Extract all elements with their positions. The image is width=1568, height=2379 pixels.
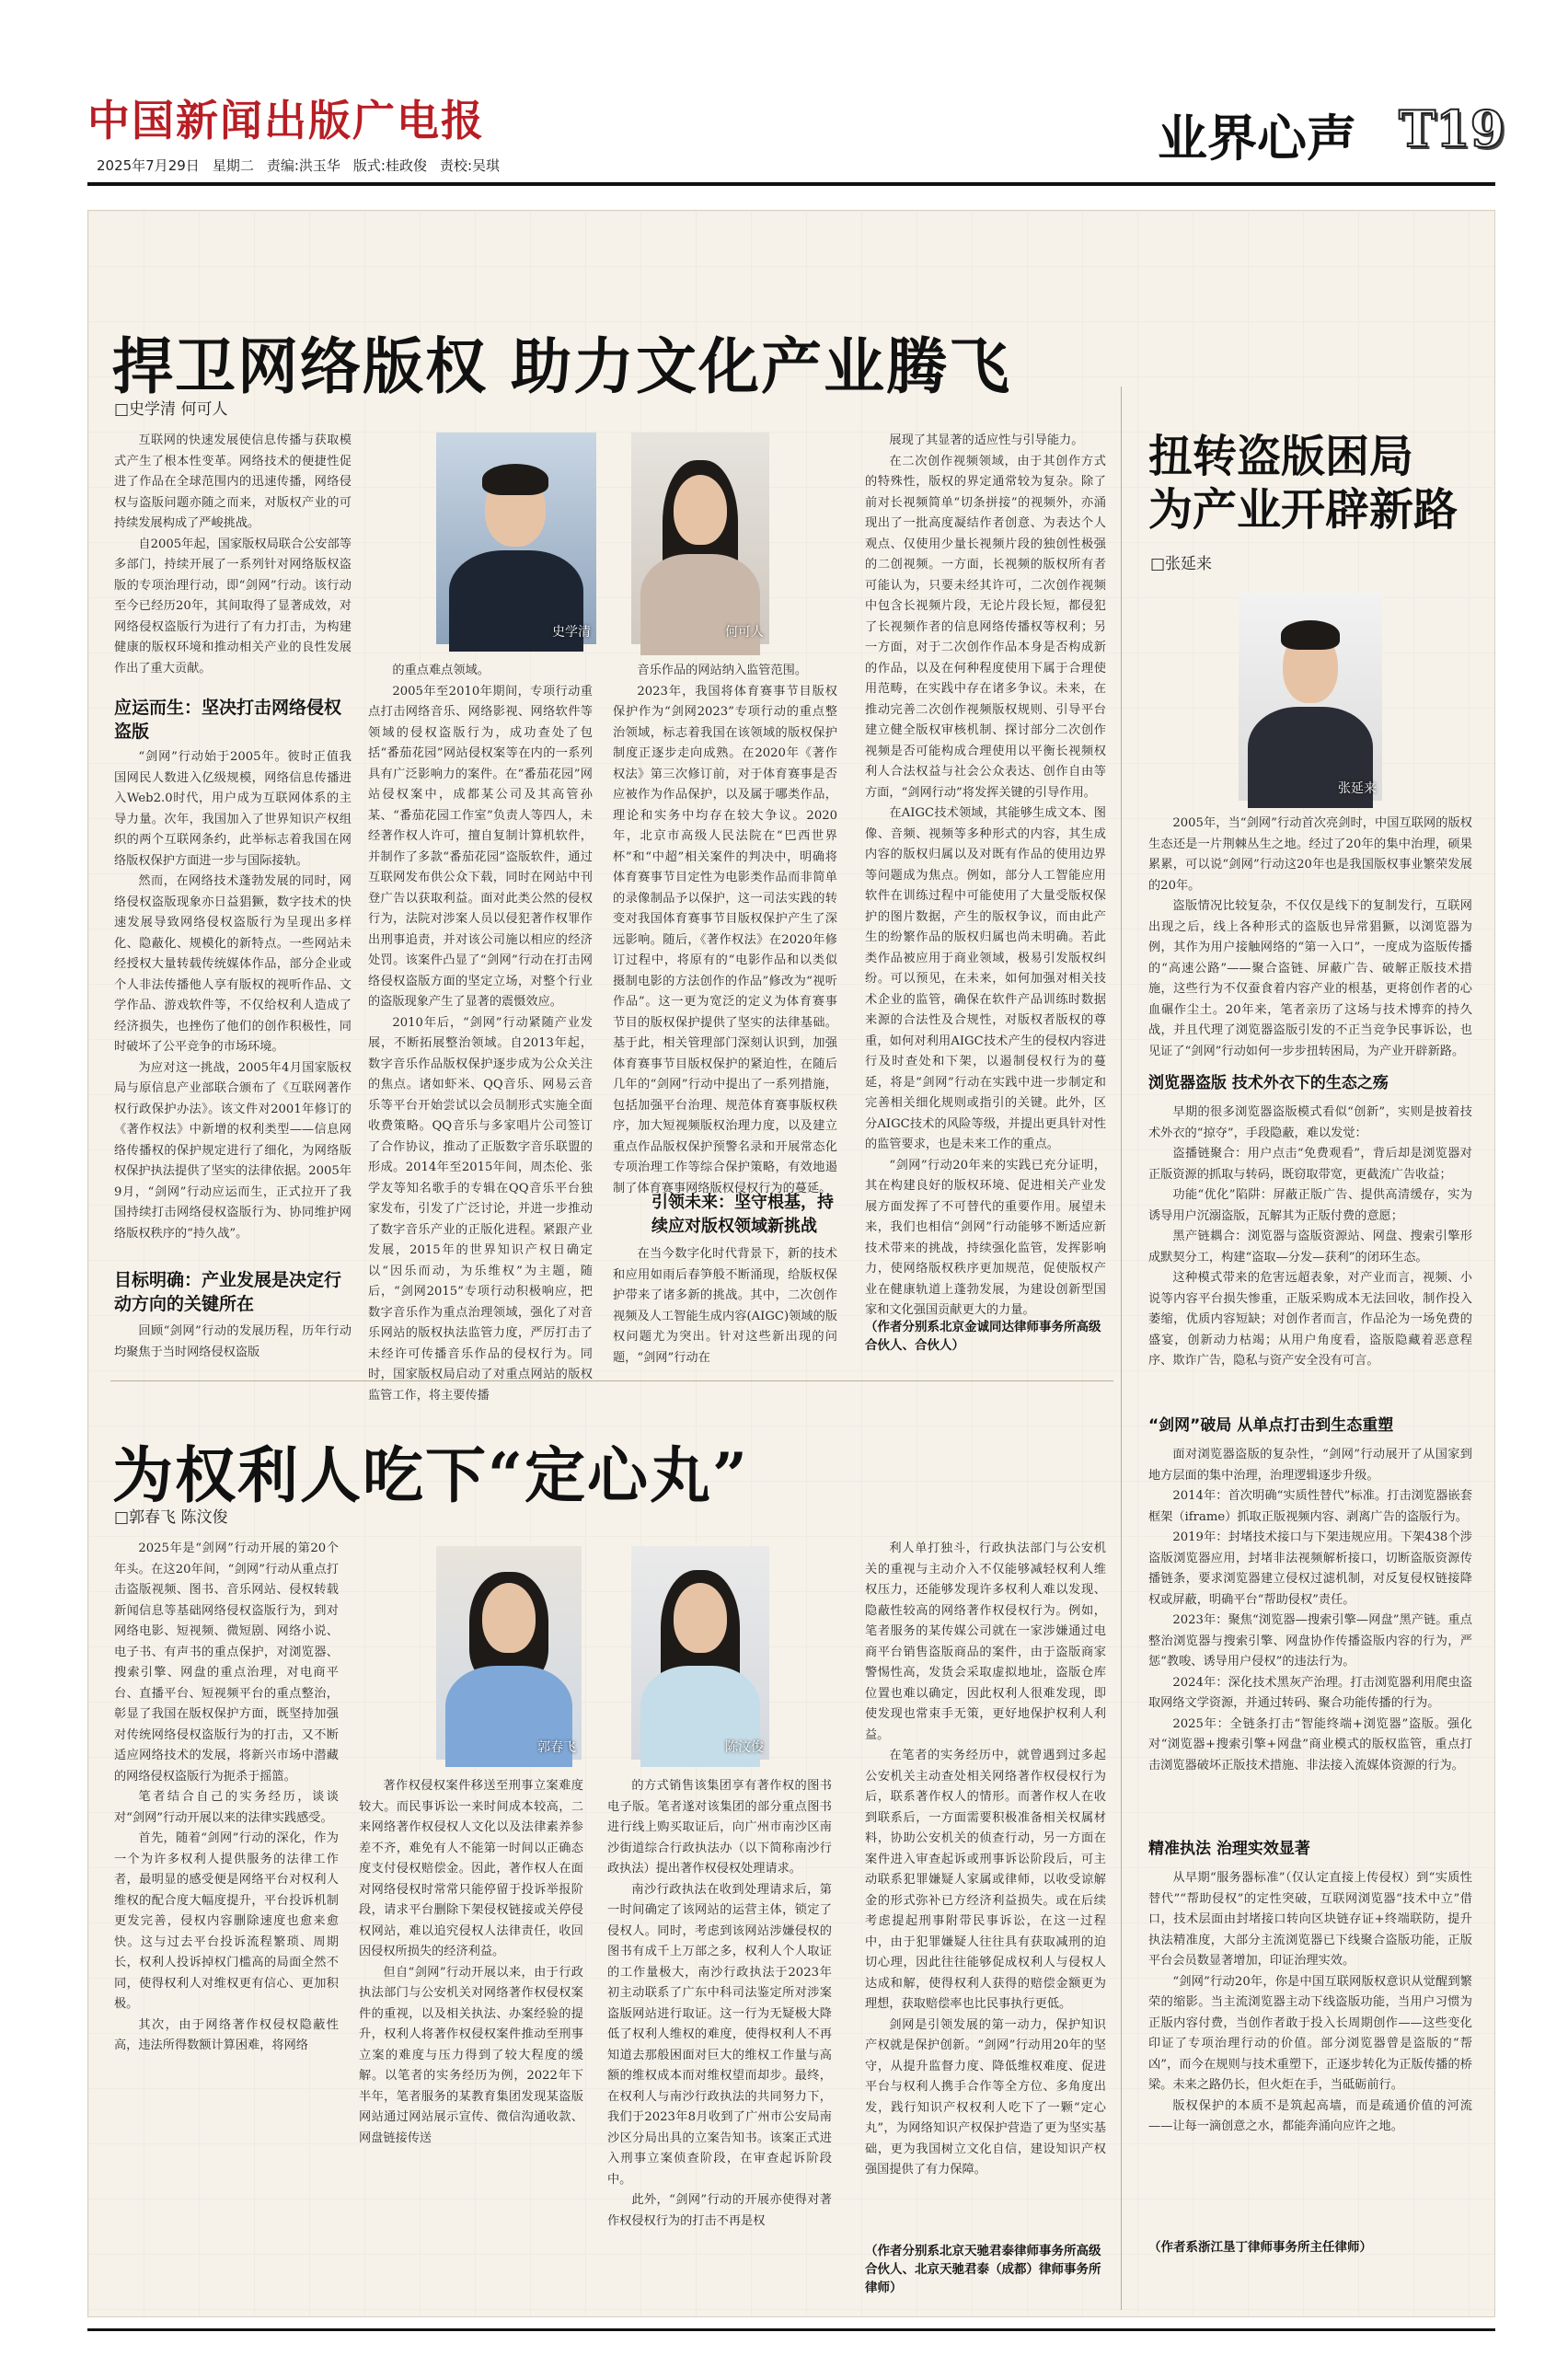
paragraph: 著作权侵权案件移送至刑事立案难度较大。而民事诉讼一来时间成本较高，二来网络著作权侵权人文化以及法律素养参差不齐，难免有人不能第一时间以正确态度支付侵权赔偿金。因此，著作权人在面对网络侵权时常常只能停留于投诉举报阶段，请求平台删除下架侵权链接或关停侵权网站，难以追究侵权人法律责任，收回因侵权所损失的经济利益。 bbox=[359, 1779, 583, 1958]
paragraph: 互联网的快速发展使信息传播与获取模式产生了根本性变革。网络技术的便捷性促进了作品在全球范围内的迅速传播，网络侵权与盗版问题亦随之而来，对版权产业的可持续发展构成了严峻挑战。 bbox=[114, 433, 352, 530]
article3-title-line1: 扭转盗版困局 bbox=[1148, 431, 1414, 482]
issue-meta bbox=[97, 153, 686, 177]
paragraph: 盗播链聚合：用户点击“免费观看”，背后却是浏览器对正版资源的抓取与转码，既窃取带宽，更截流广告收益； bbox=[1148, 1147, 1472, 1182]
paragraph: 然而，在网络技术蓬勃发展的同时，网络侵权盗版现象亦日益猖獗，数字技术的快速发展导致网络侵权盗版行为呈现出多样化、隐蔽化、规模化的新特点。一些网站未经授权大量转载传统媒体作品，部分企业或个人非法传播他人享有版权的视听作品、文学作品、游戏软件等，不仅给权利人造成了经济损失，也挫伤了他们的创作积极性，同时破坏了公平竞争的市场环境。 bbox=[114, 874, 352, 1054]
article3-subhead2: “剑网”破局 从单点打击到生态重塑 bbox=[1148, 1416, 1394, 1435]
paragraph: “剑网”行动20年来的实践已充分证明，其在构建良好的版权环境、促进相关产业发展方面发挥了不可替代的重要作用。展望未来，我们也相信“剑网”行动能够不断适应新技术带来的挑战，持续强化监管，发挥影响力，使网络版权秩序更加规范，促使版权产业在健康轨道上蓬勃发展，为建设创新型国家和文化强国贡献更大的力量。 bbox=[865, 1158, 1106, 1317]
author-photo-guo bbox=[436, 1546, 582, 1760]
paragraph: 2010年后，“剑网”行动紧随产业发展，不断拓展整治领域。自2013年起，数字音乐作品版权保护逐步成为公众关注的焦点。诸如虾米、QQ音乐、网易云音乐等平台开始尝试以会员制形式实施全面收费策略。QQ音乐与多家唱片公司签订了合作协议，推动了正版数字音乐联盟的形成。2014年至2015年间，周杰伦、张学友等知名歌手的专辑在QQ音乐平台独家发布，引发了广泛讨论，并进一步推动了数字音乐产业的正版化进程。紧跟产业发展，2015年的世界知识产权日确定以“因乐而动，为乐维权”为主题，随后，“剑网2015”专项行动积极响应，把数字音乐作为重点治理领域，强化了对音乐网站的版权执法监管力度，严厉打击了未经许可传播音乐作品的侵权行为。同时，国家版权局启动了对重点网站的版权监管工作，将主要传播 bbox=[368, 1015, 593, 1403]
article3-title-line2: 为产业开辟新路 bbox=[1148, 484, 1458, 536]
article3-subhead1: 浏览器盗版 技术外衣下的生态之殇 bbox=[1148, 1074, 1389, 1092]
paragraph: 自2005年起，国家版权局联合公安部等多部门，持续开展了一系列针对网络版权盗版的专项治理行动，即“剑网”行动。该行动至今已经历20年，其间取得了显著成效，对网络侵权盗版行为进行了有力打击，为构建健康的版权环境和推动相关产业的良性发展作出了重大贡献。 bbox=[114, 537, 352, 676]
paragraph: 在AIGC技术领域，其能够生成文本、图像、音频、视频等多种形式的内容，其生成内容的版权归属以及对既有作品的使用边界等问题成为焦点。例如，部分人工智能应用软件在训练过程中可能使用了大量受版权保护的图片数据，产生的版权争议，而由此产生的纷繁作品的版权归属也尚未明确。若此类作品被应用于商业领域，极易引发版权纠纷。可以预见，在未来，如何加强对相关技术企业的监管，确保在软件产品训练时数据来源的合法性及合规性，对版权者版权的尊重，如何对利用AIGC技术产生的侵权内容进行及时查处和下架，以遏制侵权行为的蔓延，将是“剑网”行动在实践中进一步制定和完善相关细化规则或指引的关键。此外，区分AIGC技术的风险等级，并提出更具针对性的监管要求，也是未来工作的重点。 bbox=[865, 806, 1106, 1151]
photo-caption: 郭春飞 bbox=[537, 1740, 576, 1755]
footer-rule bbox=[87, 2328, 1495, 2331]
article2-column2 bbox=[359, 1776, 583, 2292]
paragraph: 2014年：首次明确“实质性替代”标准。打击浏览器嵌套框架（iframe）抓取正版视频内容、剥离广告的盗版行为。 bbox=[1148, 1489, 1472, 1524]
article1-column3a bbox=[613, 661, 837, 1195]
article1-subhead3: 引领未来：坚守根基，持续应对版权领域新挑战 bbox=[651, 1193, 834, 1236]
article3-column-d bbox=[1148, 1868, 1472, 2236]
paragraph: 为应对这一挑战，2005年4月国家版权局与原信息产业部联合颁布了《互联网著作权行政保护办法》。该文件对2001年修订的《著作权法》中新增的权利类型——信息网络传播权的保护规定进行了细化，为网络版权保护执法提供了坚实的法律依据。2005年9月，“剑网”行动应运而生，正式拉开了我国持续打击网络侵权盗版行为、协同维护网络版权秩序的“持久战”。 bbox=[114, 1060, 352, 1241]
paragraph: 利人单打独斗，行政执法部门与公安机关的重视与主动介入不仅能够减轻权利人维权压力，还能够发现许多权利人难以发现、隐蔽性较高的网络著作权侵权行为。例如，笔者服务的某传媒公司就在一家涉嫌通过电商平台销售盗版商品的案件，由于盗版商家警惕性高，发货会采取虚拟地址，盗版仓库位置也难以确定，因此权利人很难发现，即使发现也常束手无策，更好地保护权利人利益。 bbox=[865, 1542, 1106, 1742]
article1-subhead1: 应运而生：坚决打击网络侵权盗版 bbox=[114, 698, 342, 742]
photo-caption: 史学清 bbox=[552, 625, 591, 640]
article3-column-c bbox=[1148, 1445, 1472, 1828]
paragraph: “剑网”行动20年，你是中国互联网版权意识从觉醒到繁荣的缩影。当主流浏览器主动下线盗版功能，当用户习惯为正版内容付费，当创作者敢于投入长周期创作——这些变化印证了专项治理行动的价值。部分浏览器曾是盗版的“帮凶”，而今在规则与技术重塑下，正逐步转化为正版传播的桥梁。未来之路仍长，但火炬在手，当砥砺前行。 bbox=[1148, 1974, 1472, 2092]
paragraph: 但自“剑网”行动开展以来，由于行政执法部门与公安机关对网络著作权侵权案件的重视，以及相关执法、办案经验的提升，权利人将著作权侵权案件推动至刑事立案的难度与压力得到了较大程度的缓解。以笔者的实务经历为例，2022年下半年，笔者服务的某教育集团发现某盗版网站通过网站展示宣传、微信沟通收款、网盘链接传送 bbox=[359, 1965, 583, 2145]
paragraph: 笔者结合自己的实务经历，谈谈对“剑网”行动开展以来的法律实践感受。 bbox=[114, 1790, 339, 1825]
article3-byline: □张延来 bbox=[1150, 555, 1213, 573]
newspaper-masthead: 中国新闻出版广电报 bbox=[87, 96, 485, 145]
paragraph: 2005年，当“剑网”行动首次亮剑时，中国互联网的版权生态还是一片荆棘丛生之地。经过了20年的集中治理，硕果累累，可以说“剑网”行动这20年也是我国版权事业繁荣发展的20年。 bbox=[1148, 816, 1472, 893]
article1-column1c bbox=[114, 1322, 352, 1364]
header-rule bbox=[87, 182, 1495, 186]
paragraph: 在当今数字化时代背景下，新的技术和应用如雨后春笋般不断涌现，给版权保护带来了诸多新的挑战。其中，二次创作视频及人工智能生成内容(AIGC)领域的版权问题尤为突出。针对这些新出现的问题，“剑网”行动在 bbox=[613, 1247, 837, 1365]
paragraph: 南沙行政执法在收到处理请求后，第一时间确定了该网站的运营主体，锁定了侵权人。同时，考虑到该网站涉嫌侵权的图书有成千上万部之多，权利人个人取证的工作量极大，南沙行政执法于2023年初主动联系了广东中科司法鉴定所对涉案盗版网站进行取证。这一行为无疑极大降低了权利人维权的难度，使得权利人不再知道去那般困面对巨大的维权工作量与高额的维权成本而对维权望而却步。最终，在权利人与南沙行政执法的共同努力下，我们于2023年8月收到了广州市公安局南沙区分局出具的立案告知书。该案正式进入刑事立案侦查阶段，在审查起诉阶段中。 bbox=[607, 1882, 832, 2187]
paragraph: 音乐作品的网站纳入监管范围。 bbox=[637, 664, 808, 677]
article1-subhead2: 目标明确：产业发展是决定行动方向的关键所在 bbox=[114, 1270, 342, 1314]
issue-layout: 版式:桂政俊 bbox=[352, 156, 427, 174]
article1-column3b bbox=[613, 1244, 837, 1369]
paragraph: 2023年：聚焦“浏览器—搜索引擎—网盘”黑产链。重点整治浏览器与搜索引擎、网盘协作传播盗版内容的行为，严惩“教唆、诱导用户侵权”的违法行为。 bbox=[1148, 1613, 1472, 1669]
article-divider bbox=[110, 1380, 1113, 1381]
paragraph: 面对浏览器盗版的复杂性，“剑网”行动展开了从国家到地方层面的集中治理，治理逻辑逐步升级。 bbox=[1148, 1448, 1472, 1483]
paragraph: 黑产链耦合：浏览器与盗版资源站、网盘、搜索引擎形成默契分工，构建“盗取—分发—获利”的闭环生态。 bbox=[1148, 1230, 1472, 1265]
article1-column1b bbox=[114, 747, 352, 1265]
author-photo-chen bbox=[631, 1546, 769, 1760]
article1-title: 捍卫网络版权 助力文化产业腾飞 bbox=[112, 330, 1011, 402]
paragraph: 从早期“服务器标准”（仅认定直接上传侵权）到“实质性替代”“帮助侵权”的定性突破，互联网浏览器“技术中立”借口，技术层面由封堵接口转向区块链存证+终端联防，提升执法精准度，大部分主流浏览器已下线聚合盗版功能，正版平台会员数显著增加，印证治理实效。 bbox=[1148, 1871, 1472, 1968]
article3-author-note: （作者系浙江垦丁律师事务所主任律师） bbox=[1148, 2240, 1372, 2255]
paragraph: 展现了其显著的适应性与引导能力。 bbox=[889, 433, 1084, 447]
paragraph: 在二次创作视频领域，由于其创作方式的特殊性，版权的界定通常较为复杂。除了前对长视频简单“切条拼接”的视频外，亦涌现出了一批高度凝结作者创意、为表达个人观点、仅使用少量长视频片段的独创性极强的二创视频。一方面，长视频的版权所有者可能认为，只要未经其许可，二次创作视频中包含长视频片段，无论片段长短，都侵犯了长视频作者的信息网络传播权等权利；另一方面，对于二次创作作品本身是否构成新的作品，以及在何种程度使用下属于合理使用范畴，在实践中存在诸多争议。未来，在推动完善二次创作视频版权规则、引导平台建立健全版权审核机制、探讨部分二次创作视频是否可能构成合理使用以平衡长视频权利人合法权益与社会公众表达、创作自由等方面，“剑网行动”将发挥关键的引导作用。 bbox=[865, 454, 1106, 800]
photo-caption: 陈汶俊 bbox=[725, 1740, 764, 1755]
column-divider bbox=[1121, 387, 1122, 2310]
page-number: T19 bbox=[1399, 99, 1505, 158]
paragraph: 在笔者的实务经历中，就曾遇到过多起公安机关主动查处相关网络著作权侵权行为后，联系著作权人的情形。而著作权人在收到联系后，一方面需要积极准备相关权属材料，协助公安机关的侦查行动，另一方面在案件进入审查起诉或刑事诉讼阶段后，可主动联系犯罪嫌疑人家属或律师，以收受谅解金的形式弥补已方经济利益损失。或在后续考虑提起刑事附带民事诉讼，在这一过程中，由于犯罪嫌疑人往往具有获取减刑的迫切心理，因此往往能够促成权利人与侵权人达成和解，使得权利人获得的赔偿金额更为理想，获取赔偿率也比民事执行更低。 bbox=[865, 1749, 1106, 2011]
article2-title: 为权利人吃下“定心丸” bbox=[112, 1439, 749, 1511]
author-photo-he bbox=[631, 433, 769, 644]
author-photo-shi bbox=[436, 433, 596, 644]
photo-caption: 张延来 bbox=[1338, 781, 1377, 796]
issue-weekday: 星期二 bbox=[212, 156, 254, 174]
article1-column2 bbox=[368, 661, 593, 1403]
paragraph: 2025年：全链条打击“智能终端+浏览器”盗版。强化对“浏览器+搜索引擎+网盘”商业模式的版权监管，重点打击浏览器破坏正版技术措施、非法接入流媒体资源的行为。 bbox=[1148, 1716, 1472, 1773]
article3-column-a bbox=[1148, 814, 1472, 1068]
article1-column1a bbox=[114, 431, 352, 694]
paragraph: 2019年：封堵技术接口与下架违规应用。下架438个涉盗版浏览器应用，封堵非法视频解析接口，切断盗版资源传播链条，要求浏览器建立侵权过滤机制，对反复侵权链接降权或屏蔽，明确平台“帮助侵权”责任。 bbox=[1148, 1530, 1472, 1607]
article1-column4 bbox=[865, 431, 1106, 1317]
issue-proof: 责校:吴琪 bbox=[439, 156, 501, 174]
issue-editor: 责编:洪玉华 bbox=[266, 156, 340, 174]
paragraph: 回顾“剑网”行动的发展历程，历年行动均聚焦于当时网络侵权盗版 bbox=[114, 1324, 352, 1359]
article3-column-b bbox=[1148, 1103, 1472, 1406]
paragraph: 的重点难点领域。 bbox=[392, 664, 490, 677]
paragraph: 首先，随着“剑网”行动的深化，作为一个为许多权利人提供服务的法律工作者，最明显的感受便是网络平台对权利人维权的配合度大幅度提升，平台投诉机制更发完善，侵权内容删除速度也愈来愈快。这与过去平台投诉流程繁琐、周期长，权利人投诉掉权门槛高的局面全然不同，使得权利人对维权更有信心、更加积极。 bbox=[114, 1831, 339, 2011]
paragraph: 2023年，我国将体育赛事节目版权保护作为“剑网2023”专项行动的重点整治领域，标志着我国在该领域的版权保护制度正逐步走向成熟。在2020年《著作权法》第三次修订前，对于体育赛事是否应被作为作品保护，以及属于哪类作品，理论和实务中均存在较大争议。2020年，北京市高级人民法院在“巴西世界杯”和“中超”相关案件的判决中，明确将体育赛事节目定性为电影类作品而非简单的录像制品予以保护，这一司法实践的转变对我国体育赛事节目版权保护产生了深远影响。随后，《著作权法》在2020年修订过程中，将原有的“电影作品和以类似摄制电影的方法创作的作品”修改为“视听作品”。这一更为宽泛的定义为体育赛事节目的版权保护提供了坚实的法律基础。基于此，相关管理部门深刻认识到，加强体育赛事节目版权保护的紧迫性，在随后几年的“剑网”行动中提出了一系列措施，包括加强平台治理、规范体育赛事版权秩序，加大短视频版权治理力度，以及建立重点作品版权保护预警名录和开展常态化专项治理工作等综合保护策略，有效地遏制了体育赛事网络版权侵权行为的蔓延。 bbox=[613, 684, 837, 1195]
paragraph: 2025年是“剑网”行动开展的第20个年头。在这20年间，“剑网”行动从重点打击盗版视频、图书、音乐网站、侵权转载新闻信息等基础网络侵权盗版行为，到对网络电影、短视频、微短剧、网络小说、电子书、有声书的重点保护，对浏览器、搜索引擎、网盘的重点治理，对电商平台、直播平台、短视频平台的重点整治，彰显了我国在版权保护方面，既坚持加强对传统网络侵权盗版行为的打击，又不断适应网络技术的发展，将新兴市场中潜藏的网络侵权盗版行为扼杀于摇篮。 bbox=[114, 1542, 339, 1784]
paragraph: 版权保护的本质不是筑起高墙，而是疏通价值的河流——让每一滴创意之水，都能奔涌向应许之地。 bbox=[1148, 2098, 1472, 2133]
article3-subhead3: 精准执法 治理实效显著 bbox=[1148, 1840, 1310, 1858]
article2-byline: □郭春飞 陈汶俊 bbox=[114, 1508, 228, 1527]
section-title: 业界心声 bbox=[1158, 109, 1356, 167]
paragraph: 早期的很多浏览器盗版模式看似“创新”，实则是披着技术外衣的“掠夺”，手段隐蔽，难以发觉： bbox=[1148, 1105, 1472, 1140]
article2-author-note: （作者分别系北京天驰君泰律师事务所高级合伙人、北京天驰君泰（成都）律师事务所律师） bbox=[865, 2244, 1101, 2295]
article1-byline: □史学清 何可人 bbox=[114, 400, 228, 419]
issue-date: 2025年7月29日 bbox=[97, 156, 200, 174]
paragraph: 2024年：深化技术黑灰产治理。打击浏览器利用爬虫盗取网络文学资源，并通过转码、聚合功能传播的行为。 bbox=[1148, 1675, 1472, 1710]
article1-author-note: （作者分别系北京金诚同达律师事务所高级合伙人、合伙人） bbox=[865, 1320, 1101, 1353]
paragraph: 其次，由于网络著作权侵权隐蔽性高，违法所得数额计算困难，将网络 bbox=[114, 2017, 339, 2052]
author-photo-zhang bbox=[1239, 593, 1382, 801]
article2-column3 bbox=[607, 1776, 832, 2292]
paragraph: 的方式销售该集团享有著作权的图书电子版。笔者遂对该集团的部分重点图书进行线上购买取证后，向广州市南沙区南沙街道综合行政执法办（以下简称南沙行政执法）提出著作权侵权处理请求。 bbox=[607, 1779, 832, 1876]
paragraph: 功能“优化”陷阱：屏蔽正版广告、提供高清缓存，实为诱导用户沉溺盗版，瓦解其为正版付费的意愿； bbox=[1148, 1188, 1472, 1223]
paragraph: 这种模式带来的危害远超表象，对产业而言，视频、小说等内容平台损失惨重，正版采购成本无法回收，制作投入萎缩，优质内容短缺；对创作者而言，作品沦为一场免费的盛宴，创新动力枯竭；从用户角度看，盗版隐藏着恶意程序、欺诈广告，隐私与资产安全没有可言。 bbox=[1148, 1271, 1472, 1368]
paragraph: 剑网是引领发展的第一动力，保护知识产权就是保护创新。“剑网”行动用20年的坚守，从提升监督力度、降低维权难度、促进平台与权利人携手合作等全方位、多角度出发，践行知识产权权利人吃下了一颗“定心丸”，为网络知识产权保护营造了更为坚实基础，更为我国树立文化自信，建设知识产权强国提供了有力保障。 bbox=[865, 2017, 1106, 2177]
paragraph: 2005年至2010年期间，专项行动重点打击网络音乐、网络影视、网络软件等领域的侵权盗版行为，成功查处了包括“番茄花园”网站侵权案等在内的一系列具有广泛影响力的案件。在“番茄花园”网站侵权案中，成都某公司及其高管孙某、“番茄花园工作室”负责人等四人，未经著作权人许可，擅自复制计算机软件，并制作了多款“番茄花园”盗版软件，通过互联网发布供公众下载，同时在网站中刊登广告以获取利益。面对此类公然的侵权行为，法院对涉案人员以侵犯著作权罪作出刑事追责，并对该公司施以相应的经济处罚。该案件凸显了“剑网”行动在打击网络侵权盗版方面的坚定立场，对整个行业的盗版现象产生了显著的震慑效应。 bbox=[368, 684, 593, 1009]
paragraph: “剑网”行动始于2005年。彼时正值我国网民人数进入亿级规模，网络信息传播进入Web2.0时代，用户成为互联网体系的主导力量。次年，我国加入了世界知识产权组织的两个互联网条约，此举标志着我国在网络版权保护方面进一步与国际接轨。 bbox=[114, 750, 352, 868]
article2-column1 bbox=[114, 1539, 339, 2286]
photo-caption: 何可人 bbox=[725, 625, 764, 640]
paragraph: 盗版情况比较复杂，不仅仅是线下的复制发行，互联网出现之后，线上各种形式的盗版也异常猖獗，以浏览器为例，其作为用户接触网络的“第一入口”，一度成为盗版传播的“高速公路”——聚合盗链、屏蔽广告、破解正版技术措施，这些行为不仅蚕食着内容产业的根基，更将创作者的心血碾作尘土。20年来，笔者亲历了这场与技术博弈的持久战，并且代理了浏览器盗版引发的不正当竞争民事诉讼，也见证了“剑网”行动如何一步步扭转困局，为产业开辟新路。 bbox=[1148, 899, 1472, 1058]
paragraph: 此外，“剑网”行动的开展亦使得对著作权侵权行为的打击不再是权 bbox=[607, 2193, 832, 2228]
article2-column4 bbox=[865, 1539, 1106, 2238]
